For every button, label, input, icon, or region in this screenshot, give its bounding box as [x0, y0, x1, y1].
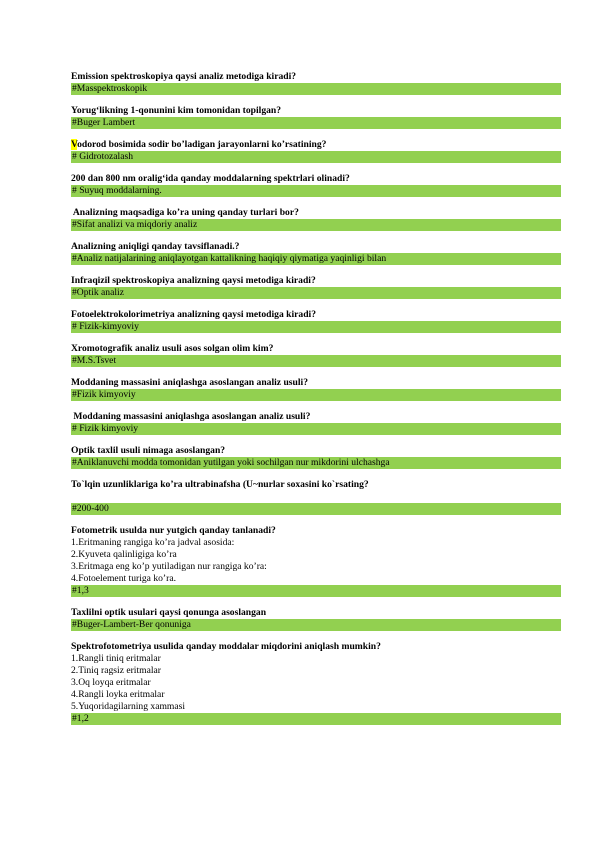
quiz-item: [71, 207, 561, 231]
question-text: Analizning aniqligi qanday tavsiflanadi.?: [71, 241, 240, 252]
option-text: 3.Eritmaga eng ko’p yutiladigan nur rangiga ko’ra:: [71, 561, 267, 572]
answer-text: #Aniklanuvchi modda tomonidan yutilgan yoki sochilgan nur mikdorini ulchashga: [71, 457, 561, 469]
answer-text: # Gidrotozalash: [71, 151, 561, 163]
quiz-item: [71, 411, 561, 435]
answer-text: #Optik analiz: [71, 287, 561, 299]
quiz-item: [71, 377, 561, 401]
answer-text: #1,2: [71, 713, 561, 725]
quiz-item: [71, 71, 561, 95]
quiz-item: [71, 241, 561, 265]
question-text: Moddaning massasini aniqlashga asoslangan analiz usuli?: [71, 411, 311, 422]
option-text: 4.Fotoelement turiga ko’ra.: [71, 573, 176, 584]
answer-text: #Masspektroskopik: [71, 83, 561, 95]
quiz-item: [71, 445, 561, 469]
quiz-item: [71, 105, 561, 129]
question-text: Fotoelektrokolorimetriya analizning qaysi metodiga kiradi?: [71, 309, 316, 320]
question-text: Optik taxlil usuli nimaga asoslangan?: [71, 445, 226, 456]
question-text: Moddaning massasini aniqlashga asoslangan analiz usuli?: [71, 377, 308, 388]
quiz-item: [71, 275, 561, 299]
quiz-item: [71, 479, 561, 515]
answer-text: #Sifat analizi va miqdoriy analiz: [71, 219, 561, 231]
question-text: Emission spektroskopiya qaysi analiz metodiga kiradi?: [71, 71, 297, 82]
question-text: Spektrofotometriya usulida qanday moddalar miqdorini aniqlash mumkin?: [71, 641, 381, 652]
highlighted-letter: V: [71, 139, 78, 150]
option-text: 1.Eritmaning rangiga ko’ra jadval asosida:: [71, 537, 235, 548]
answer-text: # Suyuq moddalarning.: [71, 185, 561, 197]
answer-text: #M.S.Tsvet: [71, 355, 561, 367]
quiz-item: [71, 309, 561, 333]
quiz-item: [71, 525, 561, 597]
answer-text: #Fizik kimyoviy: [71, 389, 561, 401]
question-text-rest: odorod bosimida sodir bo’ladigan jarayonlarni ko’rsatining?: [77, 139, 327, 150]
option-text: 4.Rangli loyka eritmalar: [71, 689, 165, 700]
answer-text: #Analiz natijalarining aniqlayotgan kattalikning haqiqiy qiymatiga yaqinligi bilan: [71, 253, 561, 265]
question-text: Taxlilni optik usulari qaysi qonunga asoslangan: [71, 607, 267, 618]
quiz-item: [71, 173, 561, 197]
answer-text: # Fizik-kimyoviy: [71, 321, 561, 333]
question-text: Fotometrik usulda nur yutgich qanday tanlanadi?: [71, 525, 276, 536]
answer-text: # Fizik kimyoviy: [71, 423, 561, 435]
quiz-item: [71, 641, 561, 725]
question-text: Analizning maqsadiga ko’ra uning qanday turlari bor?: [71, 207, 299, 218]
option-text: 5.Yuqoridagilarning xammasi: [71, 701, 186, 712]
option-text: 1.Rangli tiniq eritmalar: [71, 653, 161, 664]
quiz-item: [71, 343, 561, 367]
question-text: Xromotografik analiz usuli asos solgan olim kim?: [71, 343, 274, 354]
question-text: 200 dan 800 nm oralig‘ida qanday moddalarning spektrlari olinadi?: [71, 173, 350, 184]
answer-text: #200-400: [71, 503, 561, 515]
question-text: To`lqin uzunliklariga ko’ra ultrabinafsha (U~nurlar soxasini ko`rsating?: [71, 479, 369, 490]
question-text: [71, 139, 561, 151]
answer-text: #Buger-Lambert-Ber qonuniga: [71, 619, 561, 631]
quiz-item: [71, 139, 561, 163]
option-text: 2.Tiniq ragsiz eritmalar: [71, 665, 161, 676]
answer-text: #1,3: [71, 585, 561, 597]
question-text: Infraqizil spektroskopiya analizning qaysi metodiga kiradi?: [71, 275, 316, 286]
answer-text: #Buger Lambert: [71, 117, 561, 129]
option-text: 2.Kyuveta qalinligiga ko’ra: [71, 549, 177, 560]
option-text: 3.Oq loyqa eritmalar: [71, 677, 151, 688]
quiz-content: [71, 71, 561, 725]
quiz-item: [71, 607, 561, 631]
question-text: Yorug‘likning 1-qonunini kim tomonidan topilgan?: [71, 105, 282, 116]
